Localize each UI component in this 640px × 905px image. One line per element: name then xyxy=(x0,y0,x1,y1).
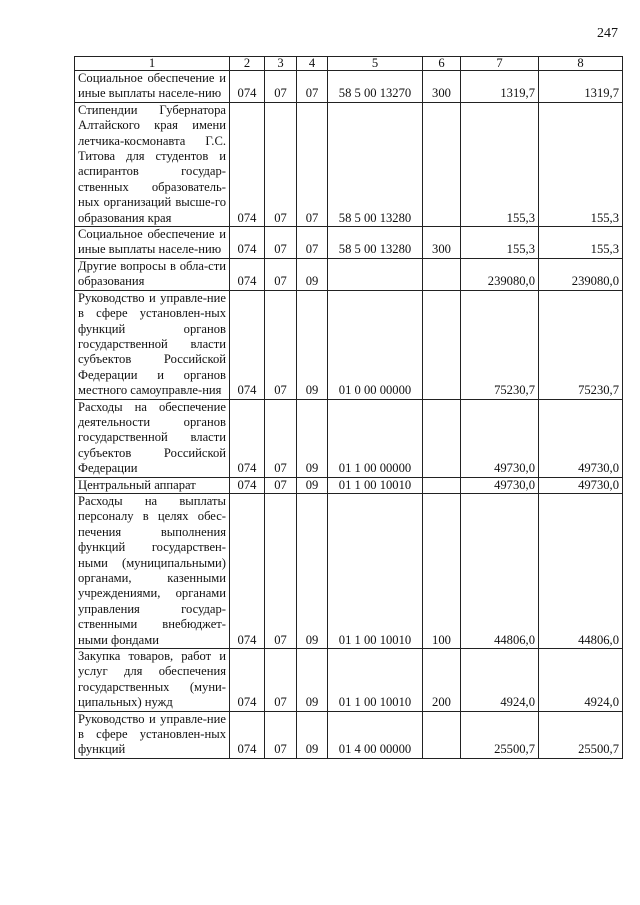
target-article-code: 01 0 00 00000 xyxy=(328,290,423,399)
subsection-code: 07 xyxy=(297,102,328,226)
expense-type-code xyxy=(423,102,461,226)
amount-2: 155,3 xyxy=(539,102,623,226)
amount-1: 1319,7 xyxy=(461,71,539,103)
table-row xyxy=(75,493,623,648)
amount-1: 25500,7 xyxy=(461,711,539,758)
ved-code: 074 xyxy=(230,102,265,226)
amount-2: 155,3 xyxy=(539,227,623,259)
row-name: Центральный аппарат xyxy=(75,477,230,493)
ved-code: 074 xyxy=(230,290,265,399)
target-article-code: 58 5 00 13270 xyxy=(328,71,423,103)
subsection-code: 09 xyxy=(297,649,328,712)
target-article-code: 01 4 00 00000 xyxy=(328,711,423,758)
header-row xyxy=(75,57,623,71)
amount-1: 75230,7 xyxy=(461,290,539,399)
amount-2: 44806,0 xyxy=(539,493,623,648)
expense-type-code: 100 xyxy=(423,493,461,648)
amount-2: 49730,0 xyxy=(539,399,623,477)
section-code: 07 xyxy=(265,649,297,712)
target-article-code: 58 5 00 13280 xyxy=(328,227,423,259)
amount-1: 155,3 xyxy=(461,102,539,226)
target-article-code: 01 1 00 10010 xyxy=(328,649,423,712)
table-row xyxy=(75,477,623,493)
row-name: Социальное обеспечение и иные выплаты населе-нию xyxy=(75,227,230,259)
header-cell: 8 xyxy=(539,57,623,71)
table-row xyxy=(75,649,623,712)
section-code: 07 xyxy=(265,258,297,290)
table-row xyxy=(75,71,623,103)
expense-type-code xyxy=(423,477,461,493)
amount-1: 239080,0 xyxy=(461,258,539,290)
amount-1: 155,3 xyxy=(461,227,539,259)
amount-2: 1319,7 xyxy=(539,71,623,103)
header-cell: 4 xyxy=(297,57,328,71)
section-code: 07 xyxy=(265,493,297,648)
row-name: Расходы на обеспечение деятельности органов государственной власти субъектов Российской Федерации xyxy=(75,399,230,477)
subsection-code: 09 xyxy=(297,493,328,648)
ved-code: 074 xyxy=(230,71,265,103)
amount-2: 239080,0 xyxy=(539,258,623,290)
section-code: 07 xyxy=(265,477,297,493)
subsection-code: 09 xyxy=(297,258,328,290)
table-row xyxy=(75,227,623,259)
ved-code: 074 xyxy=(230,649,265,712)
row-name: Расходы на выплаты персоналу в целях обес-печения выполнения функций государствен-ными (муниципальными) органами, казенными учреждениями, органами управления государ-ственными внебюджет-ными фондами xyxy=(75,493,230,648)
amount-2: 49730,0 xyxy=(539,477,623,493)
row-name: Закупка товаров, работ и услуг для обеспечения государственных (муни-ципальных) нужд xyxy=(75,649,230,712)
row-name: Социальное обеспечение и иные выплаты населе-нию xyxy=(75,71,230,103)
table-row xyxy=(75,258,623,290)
amount-1: 4924,0 xyxy=(461,649,539,712)
section-code: 07 xyxy=(265,399,297,477)
subsection-code: 07 xyxy=(297,71,328,103)
page-number: 247 xyxy=(597,26,618,41)
expense-type-code xyxy=(423,258,461,290)
expense-type-code xyxy=(423,290,461,399)
subsection-code: 09 xyxy=(297,399,328,477)
header-cell: 7 xyxy=(461,57,539,71)
section-code: 07 xyxy=(265,102,297,226)
row-name: Стипендии Губернатора Алтайского края имени летчика-космонавта Г.С. Титова для студентов и аспирантов государ-ственных образователь-ных организаций высше-го образования края xyxy=(75,102,230,226)
amount-2: 4924,0 xyxy=(539,649,623,712)
section-code: 07 xyxy=(265,290,297,399)
amount-2: 75230,7 xyxy=(539,290,623,399)
section-code: 07 xyxy=(265,227,297,259)
amount-1: 49730,0 xyxy=(461,399,539,477)
header-cell: 1 xyxy=(75,57,230,71)
header-cell: 3 xyxy=(265,57,297,71)
row-name: Руководство и управле-ние в сфере установлен-ных функций xyxy=(75,711,230,758)
amount-1: 49730,0 xyxy=(461,477,539,493)
table-row xyxy=(75,102,623,226)
expense-type-code xyxy=(423,399,461,477)
budget-table xyxy=(74,56,623,759)
ved-code: 074 xyxy=(230,493,265,648)
header-cell: 6 xyxy=(423,57,461,71)
target-article-code xyxy=(328,258,423,290)
ved-code: 074 xyxy=(230,399,265,477)
expense-type-code: 300 xyxy=(423,227,461,259)
subsection-code: 09 xyxy=(297,290,328,399)
expense-type-code: 300 xyxy=(423,71,461,103)
subsection-code: 09 xyxy=(297,477,328,493)
expense-type-code: 200 xyxy=(423,649,461,712)
table-row xyxy=(75,399,623,477)
row-name: Руководство и управле-ние в сфере установлен-ных функций органов государственной власти субъектов Российской Федерации и органов местного самоуправле-ния xyxy=(75,290,230,399)
ved-code: 074 xyxy=(230,711,265,758)
subsection-code: 09 xyxy=(297,711,328,758)
ved-code: 074 xyxy=(230,477,265,493)
header-cell: 5 xyxy=(328,57,423,71)
section-code: 07 xyxy=(265,71,297,103)
table-row xyxy=(75,711,623,758)
section-code: 07 xyxy=(265,711,297,758)
target-article-code: 01 1 00 00000 xyxy=(328,399,423,477)
target-article-code: 01 1 00 10010 xyxy=(328,477,423,493)
target-article-code: 01 1 00 10010 xyxy=(328,493,423,648)
row-name: Другие вопросы в обла-сти образования xyxy=(75,258,230,290)
table-row xyxy=(75,290,623,399)
ved-code: 074 xyxy=(230,227,265,259)
amount-2: 25500,7 xyxy=(539,711,623,758)
target-article-code: 58 5 00 13280 xyxy=(328,102,423,226)
amount-1: 44806,0 xyxy=(461,493,539,648)
subsection-code: 07 xyxy=(297,227,328,259)
header-cell: 2 xyxy=(230,57,265,71)
ved-code: 074 xyxy=(230,258,265,290)
expense-type-code xyxy=(423,711,461,758)
